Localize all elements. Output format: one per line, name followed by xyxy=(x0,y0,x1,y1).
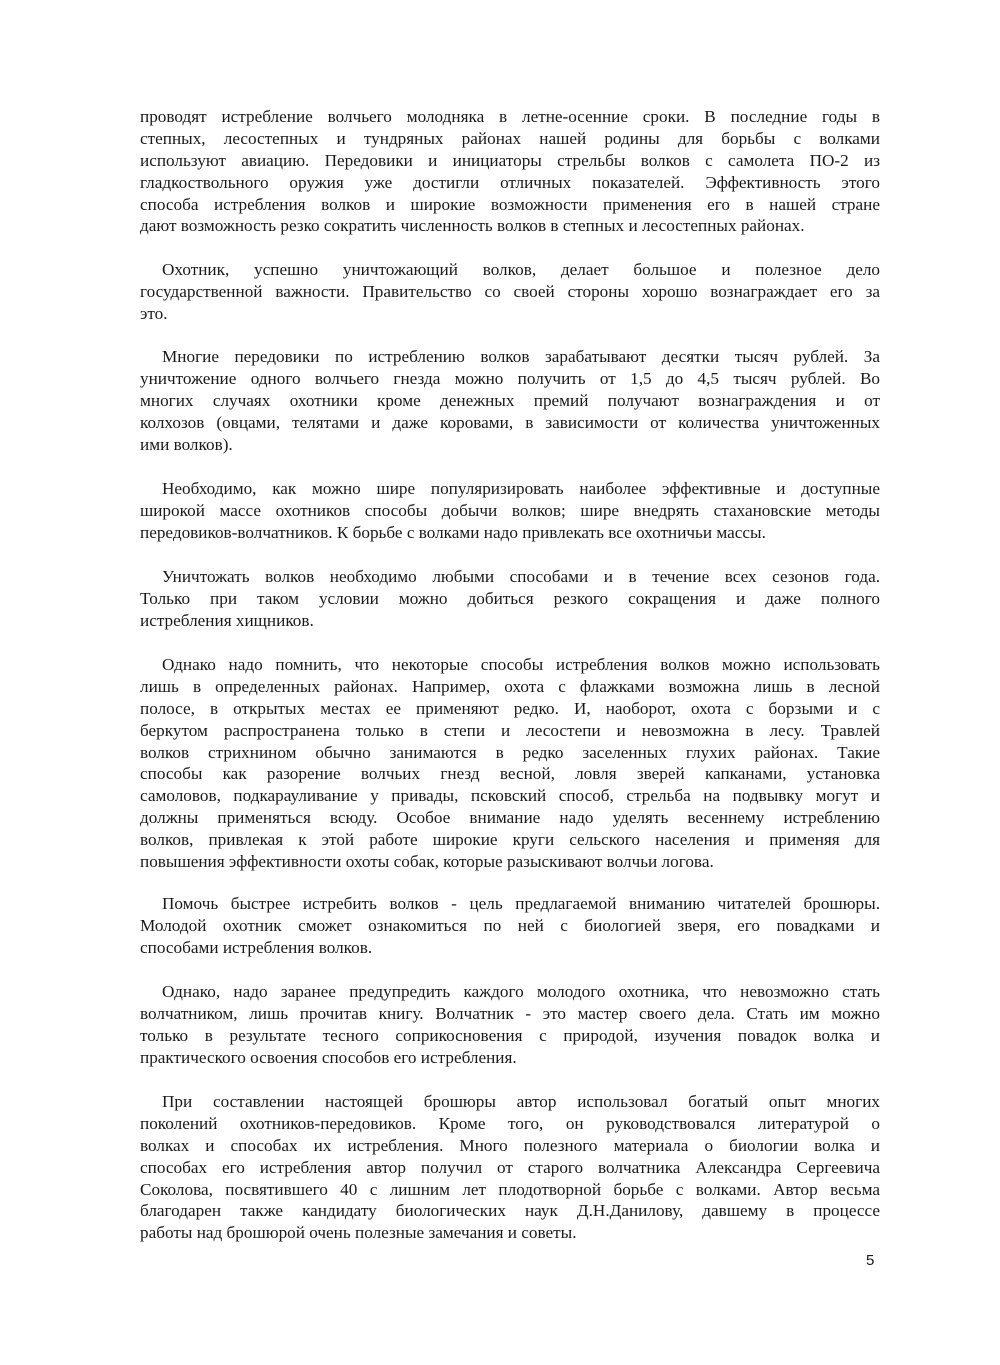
text-line: Уничтожать волков необходимо любыми способами и в течение всех сезонов года. xyxy=(162,567,880,586)
text-line: работы над брошюрой очень полезные замечания и советы. xyxy=(140,1223,577,1243)
text-line: полосе, в открытых местах ее применяют редко. И, наоборот, охота с борзыми и с xyxy=(140,698,880,718)
text-line: волков, привлекая к этой работе широкие круги сельского населения и применяя для xyxy=(140,830,880,850)
paragraph xyxy=(140,893,880,959)
text-line: Однако, надо заранее предупредить каждого молодого охотника, что невозможно стать xyxy=(162,982,880,1001)
text-line: Молодой охотник сможет ознакомиться по ней с биологией зверя, его повадками и xyxy=(140,915,880,935)
text-line: истребления хищников. xyxy=(140,610,314,630)
paragraph xyxy=(140,478,880,544)
text-line: способами истребления волков. xyxy=(140,937,373,957)
paragraph xyxy=(140,346,880,455)
text-line: самоловов, подкарауливание у привады, псковский способ, стрельба на подвывку могут и xyxy=(140,786,880,806)
text-line: При составлении настоящей брошюры автор использовал богатый опыт многих xyxy=(162,1092,880,1111)
paragraph xyxy=(140,566,880,632)
text-line: ими волков). xyxy=(140,434,233,454)
text-line: передовиков-волчатников. К борьбе с волками надо привлекать все охотничьи массы. xyxy=(140,522,766,542)
text-line: способах его истребления автор получил от старого волчатника Александра Сергеевича xyxy=(140,1157,880,1177)
text-line: широкой массе охотников способы добычи волков; шире внедрять стахановские методы xyxy=(140,500,880,520)
text-line: государственной важности. Правительство со своей стороны хорошо вознаграждает его за xyxy=(140,281,880,301)
paragraph xyxy=(140,259,880,325)
text-line: Охотник, успешно уничтожающий волков, делает большое и полезное дело xyxy=(162,260,880,279)
text-line: способа истребления волков и широкие возможности применения его в нашей стране xyxy=(140,194,880,214)
text-line: Помочь быстрее истребить волков - цель предлагаемой вниманию читателей брошюры. xyxy=(162,894,880,913)
text-line: дают возможность резко сократить численность волков в степных и лесостепных районах. xyxy=(140,216,805,236)
page-number: 5 xyxy=(866,1252,875,1269)
text-line: гладкоствольного оружия уже достигли отличных показателей. Эффективность этого xyxy=(140,172,880,192)
text-line: беркутом распространена только в степи и лесостепи и невозможна в лесу. Травлей xyxy=(140,720,880,740)
paragraph xyxy=(140,981,880,1069)
paragraph xyxy=(140,106,880,237)
text-line: Многие передовики по истреблению волков зарабатывают десятки тысяч рублей. За xyxy=(162,347,880,366)
text-line: это. xyxy=(140,303,168,323)
text-line: проводят истребление волчьего молодняка в летне-осенние сроки. В последние годы в xyxy=(140,107,880,126)
paragraph xyxy=(140,654,880,873)
text-line: лишь в определенных районах. Например, охота с флажками возможна лишь в лесной xyxy=(140,676,880,696)
text-line: практического освоения способов его истребления. xyxy=(140,1047,517,1067)
text-line: только в результате тесного соприкосновения с природой, изучения повадок волка и xyxy=(140,1025,880,1045)
text-line: повышения эффективности охоты собак, которые разыскивают волчьи логова. xyxy=(140,852,714,872)
text-line: Соколова, посвятившего 40 с лишним лет плодотворной борьбе с волками. Автор весьма xyxy=(140,1179,880,1199)
text-line: колхозов (овцами, телятами и даже коровами, в зависимости от количества уничтоженных xyxy=(140,412,880,432)
text-line: волков стрихнином обычно занимаются в редко заселенных глухих районах. Такие xyxy=(140,742,880,762)
text-line: используют авиацию. Передовики и инициаторы стрельбы волков с самолета ПО-2 из xyxy=(140,150,880,170)
text-line: Только при таком условии можно добиться резкого сокращения и даже полного xyxy=(140,588,880,608)
text-line: многих случаях охотники кроме денежных премий получают вознаграждения и от xyxy=(140,390,880,410)
text-line: волках и способах их истребления. Много полезного материала о биологии волка и xyxy=(140,1135,880,1155)
text-line: способы как разорение волчьих гнезд весной, ловля зверей капканами, установка xyxy=(140,764,880,784)
paragraph xyxy=(140,1091,880,1244)
text-line: благодарен также кандидату биологических наук Д.Н.Данилову, давшему в процессе xyxy=(140,1201,880,1221)
text-line: степных, лесостепных и тундряных районах нашей родины для борьбы с волками xyxy=(140,128,880,148)
text-line: уничтожение одного волчьего гнезда можно получить от 1,5 до 4,5 тысяч рублей. Во xyxy=(140,368,880,388)
text-line: должны применяться всюду. Особое внимание надо уделять весеннему истреблению xyxy=(140,808,880,828)
text-line: Необходимо, как можно шире популяризировать наиболее эффективные и доступные xyxy=(162,479,880,498)
text-line: волчатником, лишь прочитав книгу. Волчатник - это мастер своего дела. Стать им можно xyxy=(140,1003,880,1023)
text-line: поколений охотников-передовиков. Кроме того, он руководствовался литературой о xyxy=(140,1113,880,1133)
text-line: Однако надо помнить, что некоторые способы истребления волков можно использовать xyxy=(162,655,880,674)
